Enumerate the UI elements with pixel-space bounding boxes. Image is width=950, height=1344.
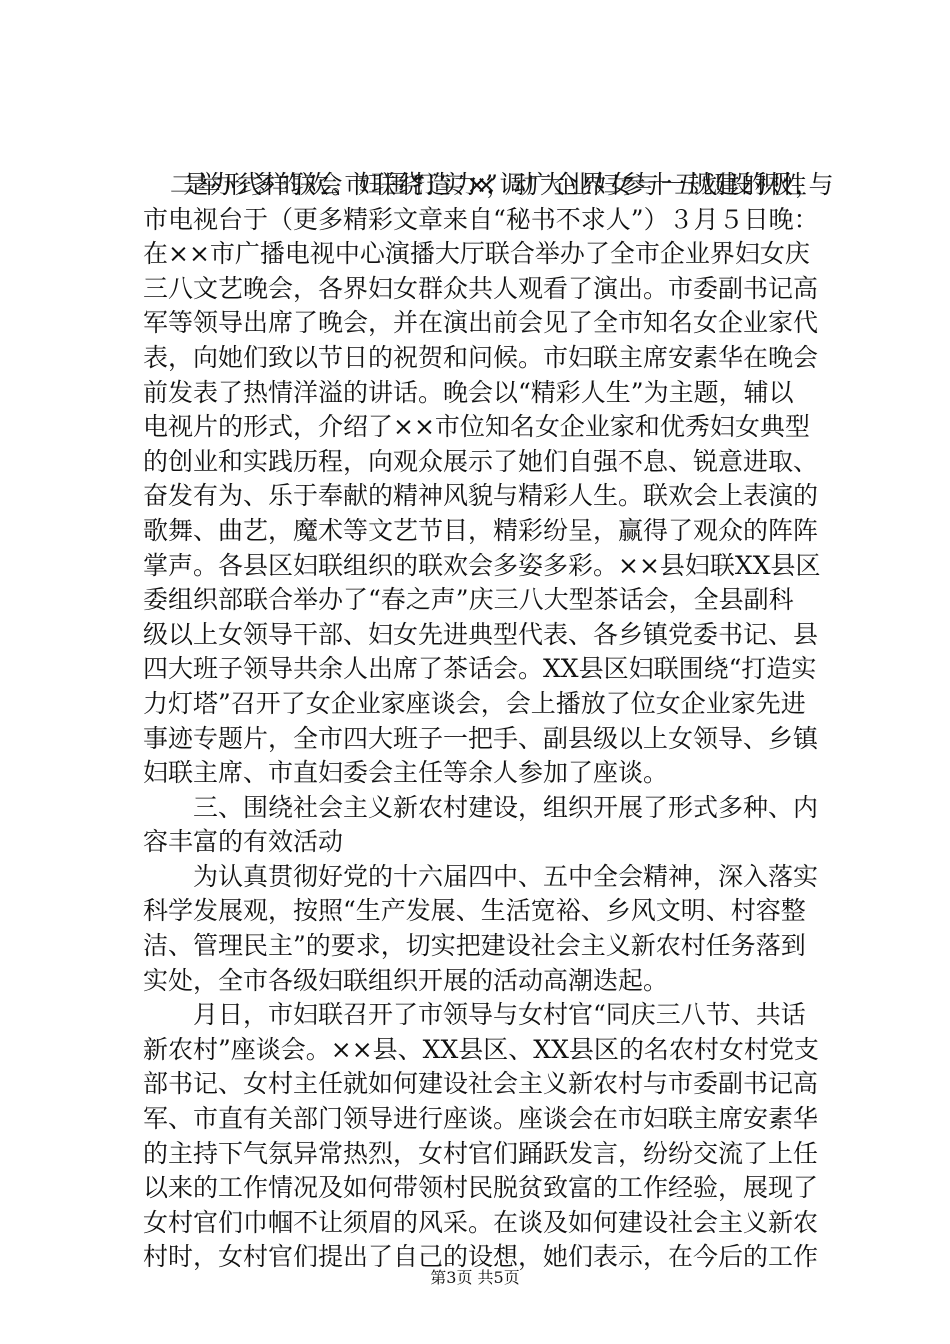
text-line: 委组织部联合举办了“春之声”庆三八大型茶话会，全县副科: [143, 585, 794, 615]
text-line: 新农村”座谈会。××县、XX县区、XX县区的名农村女村党支: [143, 1034, 819, 1064]
text-line: 军、市直有关部门领导进行座谈。座谈会在市妇联主席安素华: [143, 1104, 819, 1134]
text-line: 女村官们巾帼不让须眉的风采。在谈及如何建设社会主义新农: [143, 1207, 819, 1237]
text-line: 村时，女村官们提出了自己的设想，她们表示，在今后的工作: [143, 1242, 819, 1272]
text-line: 在××市广播电视中心演播大厅联合举办了全市企业界妇女庆: [143, 239, 810, 269]
text-line: 二是举办形式多样的联欢会。市妇联围绕“打造实力××”，调动广大企业界妇女参与十一五规划建设的积极性，与: [143, 170, 822, 199]
text-line: 四大班子领导共余人出席了茶话会。XX县区妇联围绕“打造实: [143, 654, 817, 684]
text-line: 表，向她们致以节日的祝贺和问候。市妇联主席安素华在晚会: [143, 342, 819, 372]
page-footer: 第3页 共5页: [430, 1268, 520, 1287]
paragraph: [143, 998, 833, 1275]
text-line: 实处，全市各级妇联组织开展的活动高潮迭起。: [143, 965, 669, 995]
text-line: 军等领导出席了晚会，并在演出前会见了全市知名女企业家代: [143, 308, 819, 338]
text-line: 歌舞、曲艺，魔术等文艺节目，精彩纷呈，赢得了观众的阵阵: [143, 515, 819, 545]
text-line: 三、围绕社会主义新农村建设，组织开展了形式多种、内: [143, 792, 819, 822]
paragraph: [143, 791, 833, 860]
text-line: 洁、管理民主”的要求，切实把建设社会主义新农村任务落到: [143, 931, 806, 961]
text-line: 月日，市妇联召开了市领导与女村官“同庆三八节、共话: [143, 1000, 806, 1030]
document-body: [143, 168, 833, 1275]
text-line: 容丰富的有效活动: [143, 827, 344, 857]
text-line: 力灯塔”召开了女企业家座谈会，会上播放了位女企业家先进: [143, 688, 806, 718]
text-line: 部书记、女村主任就如何建设社会主义新农村与市委副书记高: [143, 1069, 819, 1099]
text-line: 电视片的形式，介绍了××市位知名女企业家和优秀妇女典型: [143, 412, 810, 442]
text-line: 以来的工作情况及如何带领村民脱贫致富的工作经验，展现了: [143, 1173, 819, 1203]
text-line: 事迹专题片，全市四大班子一把手、副县级以上女领导、乡镇: [143, 723, 819, 753]
text-line: 前发表了热情洋溢的讲话。晚会以“精彩人生”为主题，辅以: [143, 377, 794, 407]
text-line: 的主持下气氛异常热烈，女村官们踊跃发言，纷纷交流了上任: [143, 1138, 819, 1168]
text-line: 科学发展观，按照“生产发展、生活宽裕、乡风文明、村容整: [143, 896, 806, 926]
text-line: 掌声。各县区妇联组织的联欢会多姿多彩。××县妇联XX县区: [143, 550, 821, 580]
text-line: 市电视台于（更多精彩文章来自“秘书不求人”）３月５日晚：: [143, 204, 819, 234]
paragraph: [143, 168, 833, 791]
text-line: 妇联主席、市直妇委会主任等余人参加了座谈。: [143, 758, 669, 788]
text-line: 为认真贯彻好党的十六届四中、五中全会精神，深入落实: [143, 861, 819, 891]
text-line: 级以上女领导干部、妇女先进典型代表、各乡镇党委书记、县: [143, 619, 819, 649]
paragraph: [143, 860, 833, 998]
text-line: 奋发有为、乐于奉献的精神风貌与精彩人生。联欢会上表演的: [143, 481, 819, 511]
text-line: 的创业和实践历程，向观众展示了她们自强不息、锐意进取、: [143, 446, 819, 476]
text-line: 三八文艺晚会，各界妇女群众共人观看了演出。市委副书记高: [143, 273, 819, 303]
